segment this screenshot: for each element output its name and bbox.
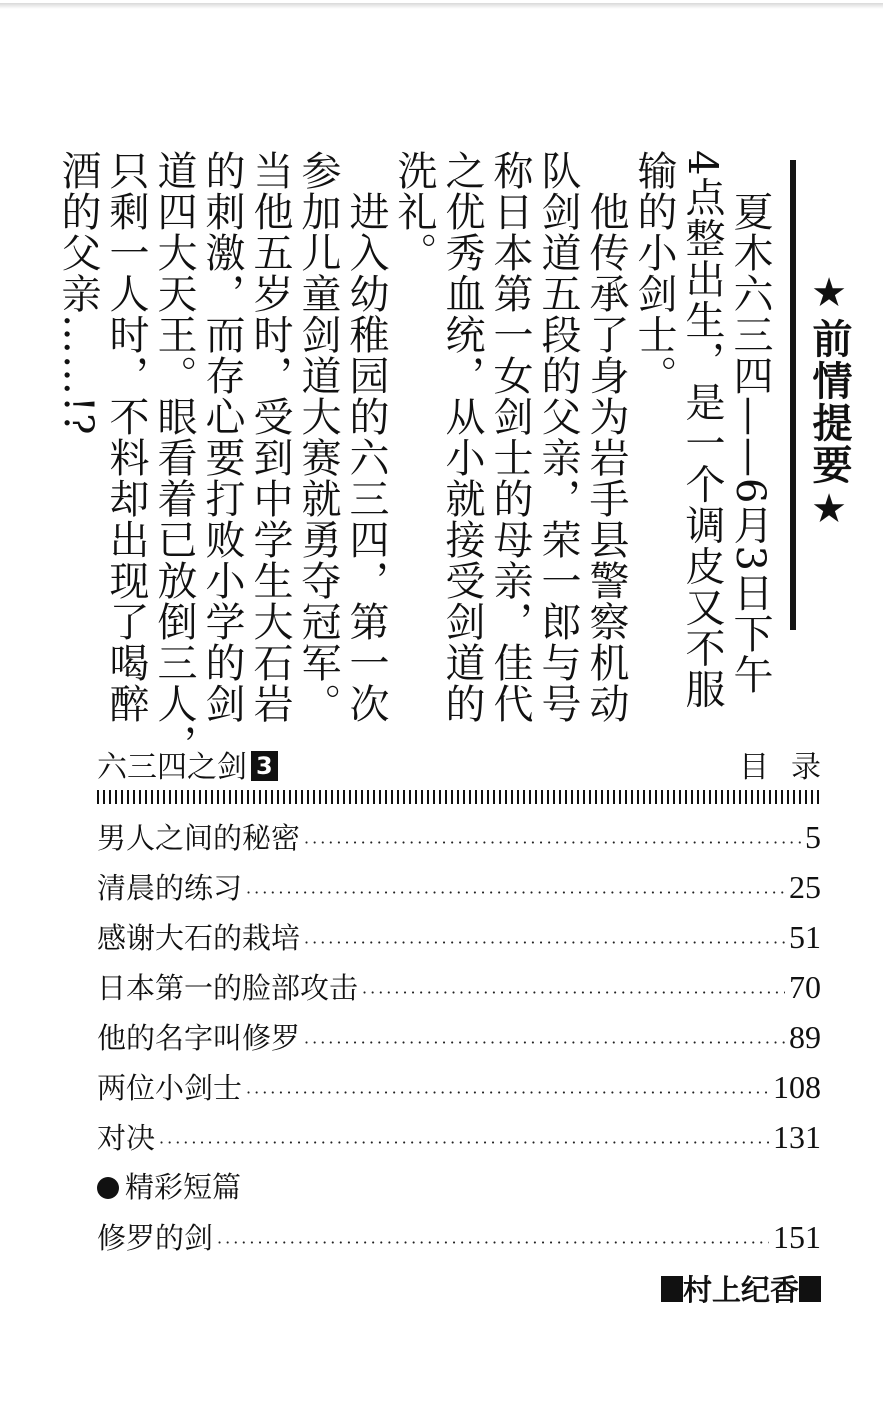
synopsis-column: 称日本第一女剑士的母亲，佳代	[487, 150, 533, 724]
book-title	[97, 742, 278, 786]
toc-entry-title: 日本第一的脸部攻击	[97, 971, 359, 1005]
toc-entry[interactable]	[97, 912, 821, 962]
toc-entry[interactable]	[97, 862, 821, 912]
toc-entry[interactable]	[97, 1012, 821, 1062]
toc-entry[interactable]	[97, 1062, 821, 1112]
toc-entry-title: 男人之间的秘密	[97, 821, 301, 855]
author-name: 村上纪香	[682, 1273, 799, 1307]
toc-entry-page: 131	[773, 1119, 821, 1155]
dot-leader	[246, 1068, 769, 1118]
toc-header	[97, 742, 843, 785]
hatched-divider	[97, 790, 821, 804]
synopsis-column: 酒的父亲……!?	[55, 150, 101, 436]
dot-leader	[304, 1018, 785, 1068]
toc-entry-page: 70	[789, 969, 821, 1005]
toc-entry-page: 5	[805, 819, 821, 855]
toc-entry-title: 修罗的剑	[97, 1221, 214, 1255]
toc-entry-page: 51	[789, 919, 821, 955]
synopsis-column: 洗礼。	[391, 150, 437, 273]
toc-entry-title: 对决	[97, 1121, 156, 1155]
top-edge-shadow	[0, 3, 883, 9]
toc-entry[interactable]	[97, 812, 821, 862]
dot-leader	[246, 868, 785, 918]
section-label-text: 精彩短篇	[125, 1170, 242, 1204]
synopsis-column: 只剩一人时，不料却出现了喝醉	[103, 150, 149, 724]
synopsis-column: 输的小剑士。	[631, 150, 677, 396]
toc-entry-page: 108	[773, 1069, 821, 1105]
dot-leader	[362, 968, 785, 1018]
synopsis-column: 4点整出生，是一个调皮又不服	[679, 150, 725, 710]
toc-entry[interactable]	[97, 1212, 821, 1262]
synopsis-column: 夏木六三四——6月3日下午	[727, 150, 773, 695]
toc-entry-title: 他的名字叫修罗	[97, 1021, 301, 1055]
synopsis-column: 他传承了身为岩手县警察机动	[583, 150, 629, 724]
toc-entry-title: 感谢大石的栽培	[97, 921, 301, 955]
toc-entry-page: 25	[789, 869, 821, 905]
synopsis-column: 队剑道五段的父亲，荣一郎与号	[535, 150, 581, 724]
toc-section-heading	[97, 1162, 821, 1212]
dot-leader	[217, 1218, 769, 1268]
synopsis-column: 的刺激，而存心要打败小学的剑	[199, 150, 245, 724]
synopsis-column: 之优秀血统，从小就接受剑道的	[439, 150, 485, 724]
dot-leader	[159, 1118, 769, 1168]
section-label	[97, 1162, 241, 1212]
toc-entry-title: 清晨的练习	[97, 871, 243, 905]
book-title-text: 六三四之剑	[97, 750, 247, 785]
dot-leader	[304, 918, 785, 968]
synopsis-column: 参加儿童剑道大赛就勇夺冠军。	[295, 150, 341, 724]
synopsis-column: 当他五岁时，受到中学生大石岩	[247, 150, 293, 724]
heading-rule	[790, 160, 796, 630]
volume-badge: 3	[251, 751, 278, 781]
toc-entry-title: 两位小剑士	[97, 1071, 243, 1105]
toc-entry-page: 151	[773, 1219, 821, 1255]
square-marker-icon	[799, 1276, 821, 1302]
synopsis-column: 进入幼稚园的六三四，第一次	[343, 150, 389, 724]
dot-leader	[304, 818, 801, 868]
toc-entry[interactable]	[97, 1112, 821, 1162]
square-marker-icon	[661, 1276, 683, 1302]
contents-title: 目录	[739, 750, 843, 785]
toc-entry[interactable]	[97, 962, 821, 1012]
synopsis-column: 道四大天王。眼看着已放倒三人，	[151, 150, 197, 765]
bullet-icon	[97, 1177, 119, 1199]
toc-entry-page: 89	[789, 1019, 821, 1055]
author-credit	[661, 1268, 821, 1309]
synopsis-heading: ★前情提要★	[806, 270, 852, 534]
toc-list	[97, 812, 821, 1262]
synopsis-section	[55, 150, 870, 765]
